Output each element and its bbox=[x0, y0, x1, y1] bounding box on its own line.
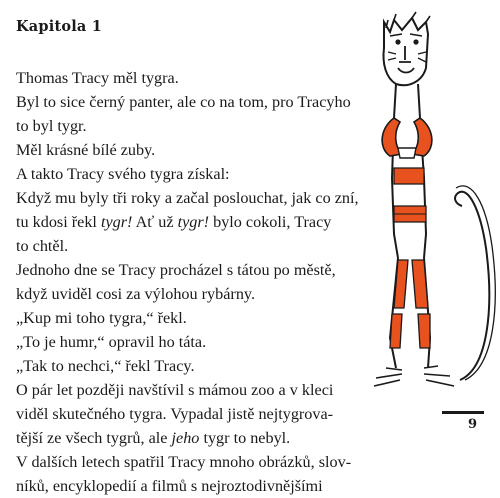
text-span: „Tak to nechci,“ řekl Tracy. bbox=[16, 357, 195, 375]
text-line bbox=[16, 330, 388, 354]
paragraph bbox=[16, 354, 388, 378]
body-text bbox=[16, 66, 388, 498]
text-span: „Kup mi toho tygra,“ řekl. bbox=[16, 309, 187, 327]
paragraph bbox=[16, 90, 388, 138]
emphasis: tygr! bbox=[177, 213, 210, 231]
paragraph bbox=[16, 258, 388, 306]
text-line bbox=[16, 186, 388, 210]
paragraph bbox=[16, 450, 388, 498]
text-span: tu kdosi řekl bbox=[16, 213, 101, 231]
text-line bbox=[16, 450, 388, 474]
text-line bbox=[16, 378, 388, 402]
text-line bbox=[16, 354, 388, 378]
text-span: Byl to sice černý panter, ale co na tom, pro Tracyho bbox=[16, 93, 351, 111]
page-number-rule bbox=[442, 411, 484, 414]
text-line bbox=[16, 258, 388, 282]
text-line bbox=[16, 474, 388, 498]
text-line bbox=[16, 90, 388, 114]
text-span: to byl tygr. bbox=[16, 117, 87, 135]
text-line bbox=[16, 402, 388, 426]
emphasis: tygr! bbox=[100, 213, 133, 231]
page-number: 9 bbox=[468, 417, 478, 432]
text-span: Měl krásné bílé zuby. bbox=[16, 141, 156, 159]
text-span: V dalších letech spatřil Tracy mnoho obrázků, slov- bbox=[16, 453, 352, 471]
chapter-title: Kapitola 1 bbox=[16, 18, 103, 35]
text-line bbox=[16, 234, 388, 258]
text-line bbox=[16, 66, 388, 90]
text-span: bylo cokoli, Tracy bbox=[209, 213, 332, 231]
emphasis: jeho bbox=[171, 429, 200, 447]
paragraph bbox=[16, 66, 388, 90]
text-line bbox=[16, 162, 388, 186]
text-span: A takto Tracy svého tygra získal: bbox=[16, 165, 230, 183]
paragraph bbox=[16, 162, 388, 186]
text-span: to chtěl. bbox=[16, 237, 69, 255]
text-span: Jednoho dne se Tracy procházel s tátou po městě, bbox=[16, 261, 336, 279]
text-span: O pár let později navštívil s mámou zoo a v kleci bbox=[16, 381, 334, 399]
paragraph bbox=[16, 186, 388, 258]
text-span: viděl skutečného tygra. Vypadal jistě nejtygrova- bbox=[16, 405, 334, 423]
text-line bbox=[16, 114, 388, 138]
paragraph bbox=[16, 330, 388, 354]
paragraph bbox=[16, 138, 388, 162]
text-span: tější ze všech tygrů, ale bbox=[16, 429, 172, 447]
text-line bbox=[16, 138, 388, 162]
text-line bbox=[16, 282, 388, 306]
text-line bbox=[16, 306, 388, 330]
paragraph bbox=[16, 306, 388, 330]
text-span: Když mu byly tři roky a začal poslouchat, jak co zní, bbox=[16, 189, 359, 207]
text-span: „To je humr,“ opravil ho táta. bbox=[16, 333, 207, 351]
text-span: Thomas Tracy měl tygra. bbox=[16, 69, 179, 87]
text-line bbox=[16, 426, 388, 450]
text-span: níků, encyklopedií a filmů s nejroztodivnějšími bbox=[16, 477, 323, 495]
text-span: tygr to nebyl. bbox=[199, 429, 291, 447]
paragraph bbox=[16, 378, 388, 450]
text-span: Ať už bbox=[132, 213, 178, 231]
tiger-illustration bbox=[368, 8, 498, 388]
text-line bbox=[16, 210, 388, 234]
text-span: když uviděl cosi za výlohou rybárny. bbox=[16, 285, 256, 303]
